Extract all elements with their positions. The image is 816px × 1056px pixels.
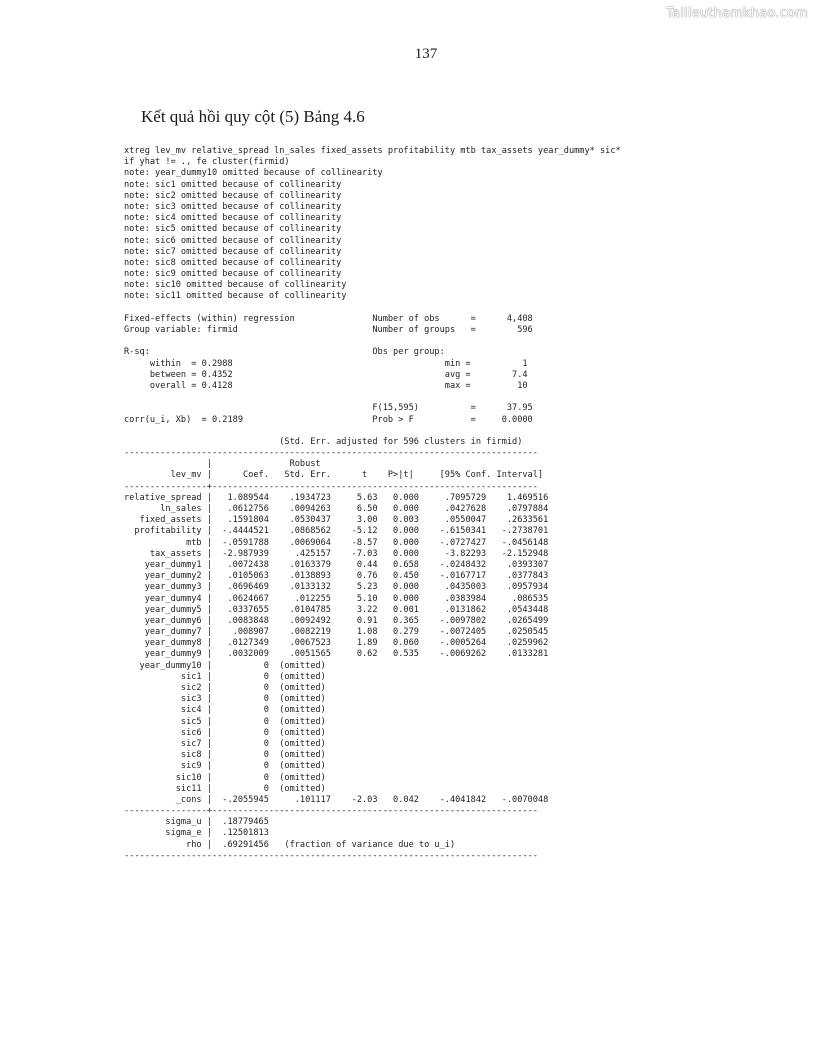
output-line: corr(u_i, Xb) = 0.2189 Prob > F = 0.0000	[124, 414, 533, 425]
output-line: ln_sales | .0612756 .0094263 6.50 0.000 .0427628 .0797884	[124, 504, 549, 514]
output-line: overall = 0.4128 max = 10	[124, 380, 528, 391]
output-line: note: sic3 omitted because of collinearity	[124, 201, 342, 212]
output-line: note: year_dummy10 omitted because of collinearity	[124, 168, 383, 179]
output-line: tax_assets | -2.987939 .425157 -7.03 0.000 -3.82293 -2.152948	[124, 548, 549, 559]
output-line: F(15,595) = 37.95	[124, 403, 533, 414]
output-line: xtreg lev_mv relative_spread ln_sales fixed_assets profitability mtb tax_assets year_dummy* sic*	[124, 146, 621, 156]
output-line: | Robust	[124, 459, 321, 470]
output-line	[124, 303, 621, 314]
output-line: profitability | -.4444521 .0868562 -5.12 0.000 -.6150341 -.2738701	[124, 526, 549, 537]
output-line: note: sic4 omitted because of collinearity	[124, 213, 342, 224]
output-line: year_dummy3 | .0696469 .0133132 5.23 0.000 .0435003 .0957934	[124, 582, 549, 593]
output-line: note: sic7 omitted because of collinearity	[124, 246, 342, 257]
output-line: year_dummy7 | .008907 .0082219 1.08 0.279 -.0072405 .0250545	[124, 627, 549, 638]
output-line: rho | .69291456 (fraction of variance due to u_i)	[124, 839, 456, 850]
output-line: relative_spread | 1.089544 .1934723 5.63 0.000 .7095729 1.469516	[124, 492, 549, 503]
output-line: --------------------------------------------------------------------------------	[124, 448, 538, 459]
output-line: Fixed-effects (within) regression Number of obs = 4,408	[124, 313, 533, 324]
output-line: year_dummy1 | .0072438 .0163379 0.44 0.658 -.0248432 .0393307	[124, 559, 549, 570]
watermark-text: Tailieuthamkhao.com	[666, 6, 808, 21]
page-number: 137	[414, 46, 438, 62]
output-line: note: sic10 omitted because of collinearity	[124, 280, 347, 291]
output-line: sic11 | 0 (omitted)	[124, 783, 326, 794]
output-line: ----------------+---------------------------------------------------------------	[124, 806, 538, 817]
output-line: note: sic9 omitted because of collinearity	[124, 269, 342, 280]
output-line: year_dummy10 | 0 (omitted)	[124, 660, 326, 671]
output-line: R-sq: Obs per group:	[124, 347, 445, 358]
output-line: --------------------------------------------------------------------------------	[124, 850, 538, 861]
output-line: year_dummy9 | .0032009 .0051565 0.62 0.535 -.0069262 .0133281	[124, 649, 549, 660]
output-line: note: sic6 omitted because of collinearity	[124, 235, 342, 246]
output-line: sic1 | 0 (omitted)	[124, 671, 326, 682]
output-line: note: sic11 omitted because of collinearity	[124, 291, 347, 302]
output-line: mtb | -.0591788 .0069064 -8.57 0.000 -.0727427 -.0456148	[124, 537, 549, 548]
output-line: lev_mv | Coef. Std. Err. t P>|t| [95% Conf. Interval]	[124, 470, 544, 481]
output-line: sic6 | 0 (omitted)	[124, 727, 326, 738]
output-line: if yhat != ., fe cluster(firmid)	[124, 157, 290, 168]
output-line: sic4 | 0 (omitted)	[124, 705, 326, 716]
output-line: note: sic2 omitted because of collinearity	[124, 190, 342, 201]
output-line: sic3 | 0 (omitted)	[124, 694, 326, 705]
output-line: (Std. Err. adjusted for 596 clusters in firmid)	[124, 436, 523, 447]
output-line: sigma_u | .18779465	[124, 817, 269, 828]
output-line: year_dummy6 | .0083848 .0092492 0.91 0.365 -.0097802 .0265499	[124, 615, 549, 626]
output-line: sic8 | 0 (omitted)	[124, 750, 326, 761]
output-line: ----------------+---------------------------------------------------------------	[124, 481, 538, 492]
output-line: fixed_assets | .1591804 .0530437 3.00 0.003 .0550047 .2633561	[124, 515, 549, 526]
output-line	[124, 336, 621, 347]
output-line: within = 0.2988 min = 1	[124, 358, 528, 369]
output-line: sic9 | 0 (omitted)	[124, 761, 326, 772]
output-line: between = 0.4352 avg = 7.4	[124, 369, 528, 380]
output-line: note: sic5 omitted because of collinearity	[124, 224, 342, 235]
output-line	[124, 392, 621, 403]
output-line: _cons | -.2055945 .101117 -2.03 0.042 -.4041842 -.0070048	[124, 794, 549, 805]
output-line: sic7 | 0 (omitted)	[124, 738, 326, 749]
output-line: year_dummy4 | .0624667 .012255 5.10 0.000 .0383984 .086535	[124, 593, 549, 604]
output-line: sic10 | 0 (omitted)	[124, 772, 326, 783]
output-line	[124, 426, 621, 437]
output-line: Group variable: firmid Number of groups = 596	[124, 325, 533, 335]
output-line: sic2 | 0 (omitted)	[124, 683, 326, 693]
output-line: sic5 | 0 (omitted)	[124, 716, 326, 727]
regression-output	[124, 146, 621, 862]
section-title: Kết quả hồi quy cột (5) Bảng 4.6	[141, 107, 365, 126]
output-line: note: sic8 omitted because of collinearity	[124, 257, 342, 268]
output-line: year_dummy5 | .0337655 .0104785 3.22 0.001 .0131862 .0543448	[124, 604, 549, 615]
output-line: sigma_e | .12501813	[124, 828, 269, 839]
output-line: note: sic1 omitted because of collinearity	[124, 179, 342, 190]
output-line: year_dummy2 | .0105063 .0138893 0.76 0.450 -.0167717 .0377843	[124, 571, 549, 582]
output-line: year_dummy8 | .0127349 .0067523 1.89 0.060 -.0005264 .0259962	[124, 638, 549, 649]
